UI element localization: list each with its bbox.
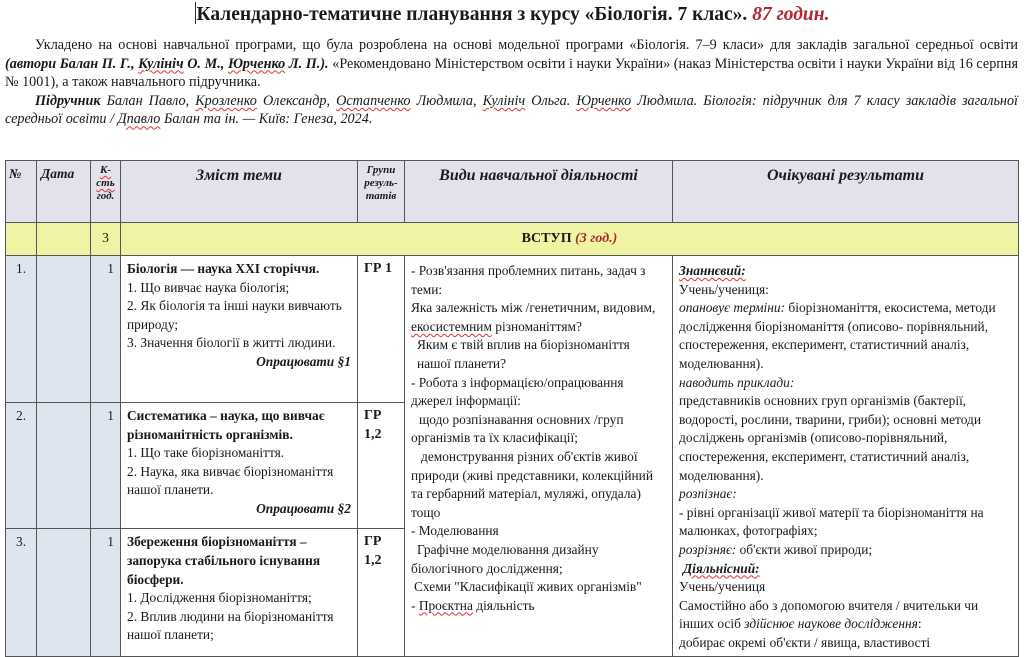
table-header-row <box>6 161 1019 223</box>
text-cursor <box>195 2 196 24</box>
intro-paragraph <box>5 36 1018 92</box>
section-hours: 3 <box>91 223 121 256</box>
section-title: ВСТУП (3 год.) <box>121 223 1019 256</box>
row-task: Опрацювати §2 <box>256 500 351 516</box>
plan-table <box>5 160 1019 657</box>
row-num: 1. <box>16 261 27 276</box>
results-cell: Знаннєвий: Учень/учениця: опановує терміни: біорізноманіття, екосистема, методи дослідження біорізноманіття (описово- порівняльний, спостереження, експеримент, статистичний аналіз, моделювання). наводить приклади: представників основних груп організмів (бактерії, водорості, рослини, тварини, гриби); основні методи досліджень організмів (описово-порівняльний, спостереження, експеримент, статистичний аналіз, моделювання). розпізнає: - рівні організації живої матерії та біорізноманіття на малюнках, фотографіях; розрізняє: об'єкти живої природи; Діяльнісний: Учень/учениця Самостійно або з допомогою вчителя / вчительки чи інших осіб здійснює наукове дослідження: добирає окремі об'єкти / явища, властивості <box>673 256 1019 657</box>
row-num: 3. <box>16 534 27 550</box>
title-main: Календарно-тематичне планування з курсу «Біологія. 7 клас». <box>196 4 748 25</box>
header-num: № <box>6 161 37 223</box>
row-hours: 1 <box>107 261 114 276</box>
header-topic: Зміст теми <box>121 161 358 223</box>
row-group: ГР 1,2 <box>364 534 382 569</box>
row-hours: 1 <box>107 407 114 423</box>
header-hours: К- сть год. <box>91 161 121 223</box>
row-group: ГР 1 <box>364 261 392 276</box>
title-hours: 87 годин. <box>752 4 830 25</box>
header-results: Очікувані результати <box>673 161 1019 223</box>
intro-authors: (автори Балан П. Г., Кулініч О. М., Юрченко Л. П.). <box>5 55 329 72</box>
row-topic: Збереження біорізноманіття – запорука стабільного існування біосфери. 1. Дослідження біорізноманіття; 2. Вплив людини на біорізноманіття нашої планети; <box>127 534 334 643</box>
row-topic: Систематика – наука, що вивчає різноманітність організмів. 1. Що таке біорізноманіття. 2. Наука, яка вивчає біорізноманіття нашої планети. Опрацювати §2 <box>121 403 357 523</box>
document-title <box>0 2 1024 28</box>
section-date <box>37 223 91 256</box>
row-date[interactable] <box>37 256 91 403</box>
row-num: 2. <box>16 407 27 423</box>
textbook-label: Підручник <box>35 92 101 109</box>
section-num <box>6 223 37 256</box>
row-date[interactable] <box>37 402 91 529</box>
activities-cell: - Розв'язання проблемних питань, задач з теми: Яка залежність між /генетичним, видовим, екосистемним різноманіттям? Яким є твій вплив на біорізноманіття нашої планети? - Робота з інформацією/опрацювання джерел інформації: щодо розпізнавання основних /груп організмів та їх класифікації; демонстрування різних об'єктів живої природи (живі представники, колекційний та гербарний матеріал, муляжі, опудала) тощо - Моделювання Графічне моделювання дизайну біологічного дослідження; Схеми "Класифікації живих організмів" - Проєктна діяльність <box>405 256 673 657</box>
table-row <box>6 256 1019 403</box>
header-activities: Види навчальної діяльності <box>405 161 673 223</box>
row-topic: Біологія — наука XXI сторіччя. 1. Що вивчає наука біологія; 2. Як біологія та інші науки вивчають природу; 3. Значення біології в житті людини. Опрацювати §1 <box>121 256 357 376</box>
intro-text-2: «Рекомендовано Міністерством освіти і науки України» (наказ Міністерства освіти і науки України від 16 серпня № 1001), а також навчального підручника. <box>5 55 1018 91</box>
header-groups: Групи резуль-татів <box>358 161 405 223</box>
row-hours: 1 <box>107 534 114 550</box>
textbook-paragraph: Підручник Балан Павло, Крозленко Олександр, Остапченко Людмила, Кулініч Ольга. Юрченко Людмила. Біологія: підручник для 7 класу закладів загальної середньої освіти / Дпавло Балан та ін. — Київ: Генеза, 2024. <box>5 92 1018 128</box>
row-date[interactable] <box>37 529 91 657</box>
intro-block <box>5 36 1018 129</box>
section-row <box>6 223 1019 256</box>
row-group: ГР 1,2 <box>364 407 382 442</box>
row-task: Опрацювати §1 <box>256 353 351 369</box>
intro-text: Укладено на основі навчальної програми, що була розроблена на основі модельної програми «Біологія. 7–9 класи» для закладів загальної середньої освіти <box>35 37 1018 53</box>
header-date: Дата <box>37 161 91 223</box>
